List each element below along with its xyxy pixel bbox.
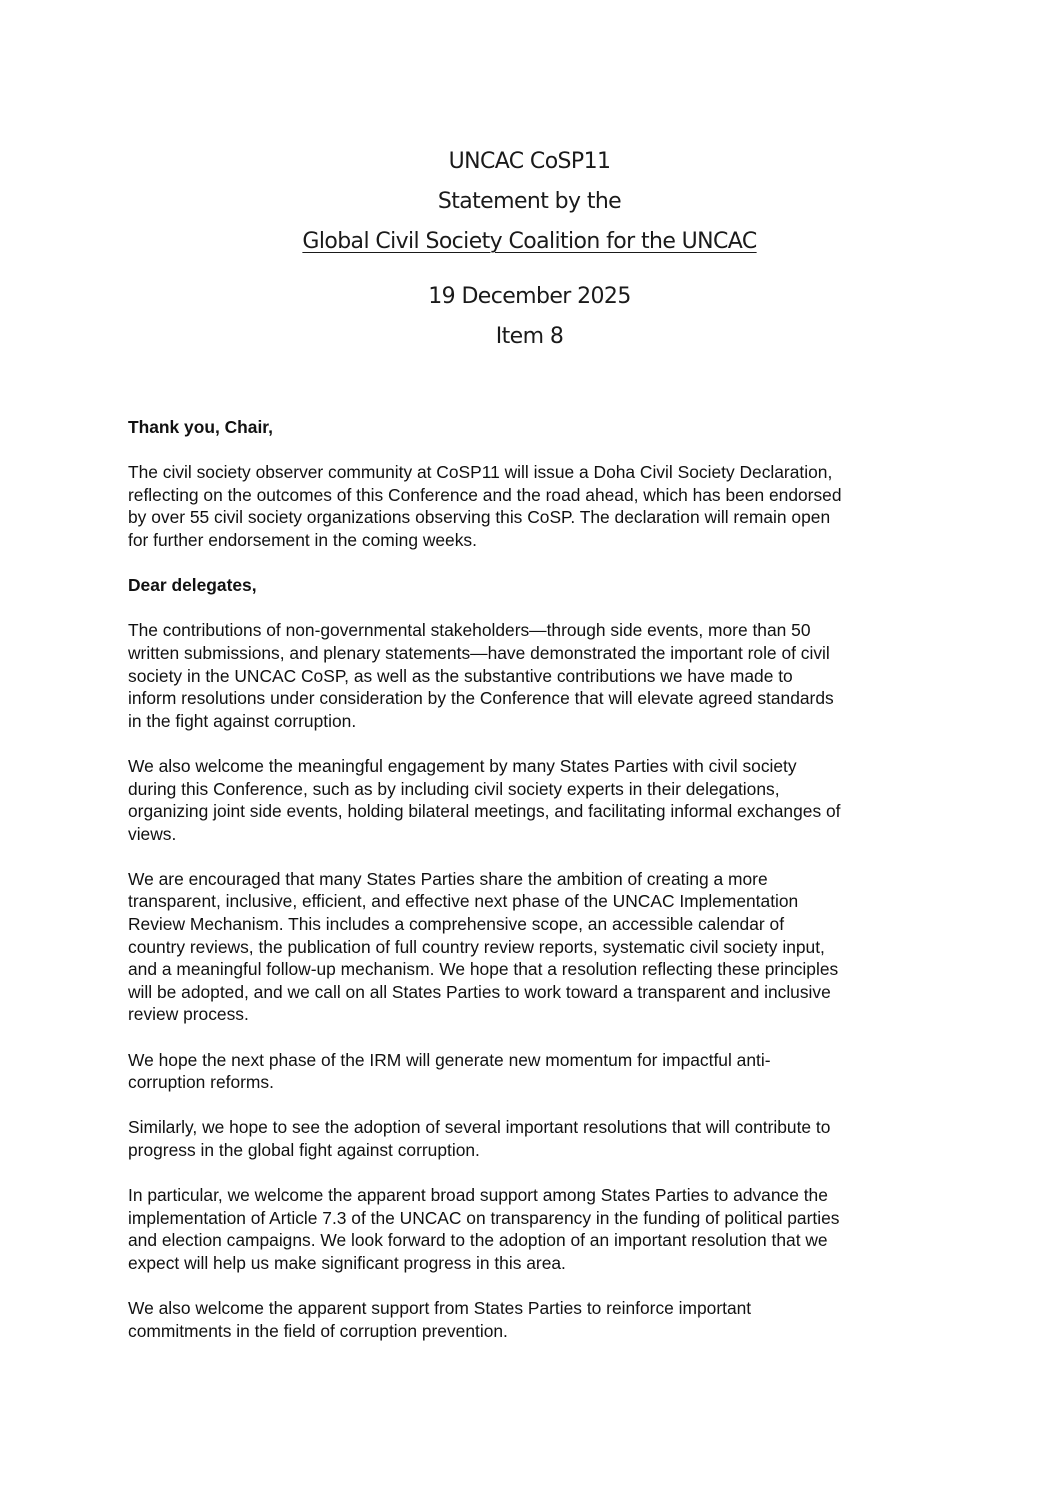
text-line: and a meaningful follow-up mechanism. We hope that a resolution reflecting these principles xyxy=(128,959,839,980)
text-line: We also welcome the meaningful engagement by many States Parties with civil society xyxy=(128,755,797,776)
text-line: by over 55 civil society organizations observing this CoSP. The declaration will remain open xyxy=(128,507,831,528)
text-line: Similarly, we hope to see the adoption of several important resolutions that will contribute to xyxy=(128,1117,831,1138)
text-line: society in the UNCAC CoSP, as well as the substantive contributions we have made to xyxy=(128,665,793,686)
text-line: review process. xyxy=(128,1004,249,1025)
paragraph-prevention xyxy=(128,1297,948,1342)
agenda-item: Item 8 xyxy=(495,324,564,349)
text-line: We hope the next phase of the IRM will generate new momentum for impactful anti- xyxy=(128,1049,771,1070)
text-line: expect will help us make significant progress in this area. xyxy=(128,1252,566,1273)
paragraph-resolutions xyxy=(128,1116,948,1161)
text-line: The civil society observer community at CoSP11 will issue a Doha Civil Society Declaration, xyxy=(128,462,833,483)
text-line: commitments in the field of corruption prevention. xyxy=(128,1320,508,1341)
text-line: Review Mechanism. This includes a comprehensive scope, an accessible calendar of xyxy=(128,914,785,935)
text-line: In particular, we welcome the apparent broad support among States Parties to advance the xyxy=(128,1185,828,1206)
text-line: for further endorsement in the coming weeks. xyxy=(128,529,477,550)
text-line: inform resolutions under consideration by the Conference that will elevate agreed standards xyxy=(128,688,834,709)
text-line: reflecting on the outcomes of this Conference and the road ahead, which has been endorsed xyxy=(128,484,842,505)
text-line: views. xyxy=(128,823,177,844)
paragraph-contributions xyxy=(128,619,948,732)
text-line: during this Conference, such as by including civil society experts in their delegations, xyxy=(128,778,780,799)
paragraph-article-7-3 xyxy=(128,1184,948,1274)
text-line: corruption reforms. xyxy=(128,1072,274,1093)
text-line: country reviews, the publication of full country review reports, systematic civil society input, xyxy=(128,936,825,957)
text-line: will be adopted, and we call on all States Parties to work toward a transparent and inclusive xyxy=(128,981,831,1002)
text-line: We also welcome the apparent support from States Parties to reinforce important xyxy=(128,1298,752,1319)
event-title: UNCAC CoSP11 xyxy=(448,149,611,174)
text-line: organizing joint side events, holding bilateral meetings, and facilitating informal exchanges of xyxy=(128,801,841,822)
text-line: The contributions of non-governmental stakeholders—through side events, more than 50 xyxy=(128,620,811,641)
organization-name: Global Civil Society Coalition for the UNCAC xyxy=(302,229,757,254)
statement-date: 19 December 2025 xyxy=(428,284,631,309)
text-line: transparent, inclusive, efficient, and effective next phase of the UNCAC Implementation xyxy=(128,891,799,912)
text-line: progress in the global fight against corruption. xyxy=(128,1140,480,1160)
text-line: in the fight against corruption. xyxy=(128,710,357,731)
text-line: implementation of Article 7.3 of the UNCAC on transparency in the funding of political parties xyxy=(128,1207,840,1228)
text-line: We are encouraged that many States Parties share the ambition of creating a more xyxy=(128,868,768,889)
greeting-chair: Thank you, Chair, xyxy=(128,417,273,437)
paragraph-declaration xyxy=(128,461,948,551)
greeting-delegates: Dear delegates, xyxy=(128,575,257,596)
statement-by-line: Statement by the xyxy=(437,189,622,214)
text-line: written submissions, and plenary statements—have demonstrated the important role of civil xyxy=(128,642,830,663)
document-header xyxy=(0,142,1059,357)
paragraph-irm-momentum xyxy=(128,1049,948,1094)
paragraph-irm-ambition xyxy=(128,868,948,1026)
text-line: and election campaigns. We look forward to the adoption of an important resolution that we xyxy=(128,1230,828,1251)
paragraph-engagement xyxy=(128,755,948,845)
statement-body xyxy=(128,416,948,1365)
